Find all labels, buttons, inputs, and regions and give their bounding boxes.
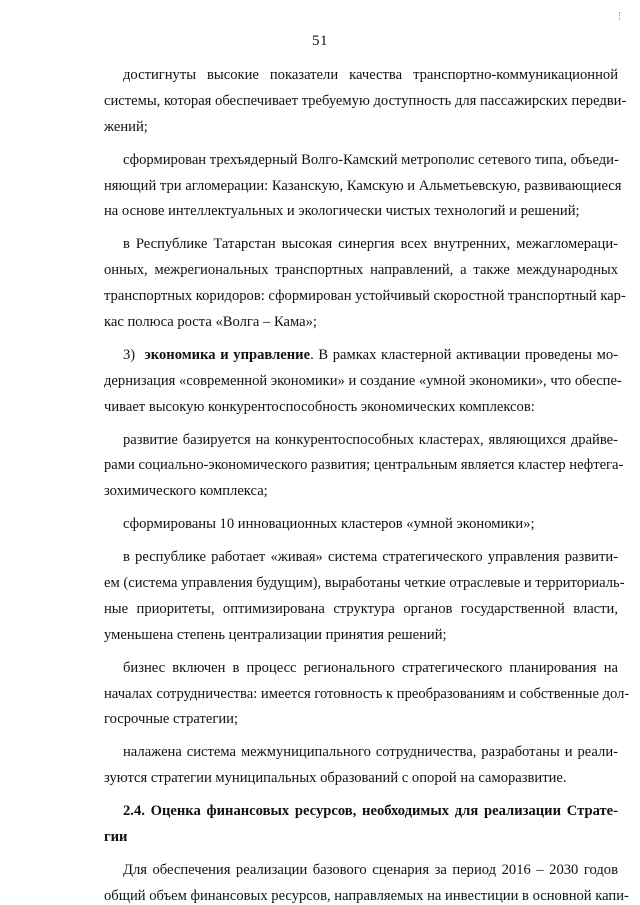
text-line: чивает высокую конкурентоспособность экономических комплексов: <box>104 398 535 415</box>
section-heading <box>104 799 618 851</box>
text-line: общий объем финансовых ресурсов, направляемых на инвестиции в основной капи- <box>104 887 629 904</box>
lead-rest: . В рамках кластерной активации проведены мо- <box>310 346 618 363</box>
text-line: рами социально-экономического развития; центральным является кластер нефтега- <box>104 457 624 474</box>
text-line: системы, которая обеспечивает требуемую доступность для пассажирских передви- <box>104 92 627 109</box>
text-line: налажена система межмуниципального сотрудничества, разработаны и реали- <box>123 744 618 761</box>
text-line: достигнуты высокие показатели качества транспортно-коммуникационной <box>123 67 618 83</box>
paragraph-transport-indicators <box>104 63 627 141</box>
text-line: жений; <box>104 118 148 135</box>
paragraph-clusters <box>104 428 624 506</box>
text-line: ем (система управления будущим), выработаны четкие отраслевые и территориаль- <box>104 575 625 592</box>
paragraph-synergy <box>104 232 626 336</box>
item-number: 3) <box>123 346 136 363</box>
text-line: кас полюса роста «Волга – Кама»; <box>104 314 317 331</box>
bold-lead: экономика и управление <box>144 346 311 363</box>
paragraph-financial-resources <box>104 858 629 905</box>
text-line: сформированы 10 инновационных кластеров «умной экономики»; <box>123 516 535 533</box>
text-line <box>104 343 618 369</box>
paragraph-municipal-cooperation <box>104 740 618 792</box>
text-line: на основе интеллектуальных и экологически чистых технологий и решений; <box>104 203 580 220</box>
page-number: 51 <box>312 33 328 49</box>
text-line: развитие базируется на конкурентоспособных кластерах, являющихся драйве- <box>123 431 618 448</box>
heading-line: гии <box>104 829 128 846</box>
text-line: уменьшена степень централизации принятия решений; <box>104 626 447 643</box>
text-line: сформирован трехъядерный Волго-Камский метрополис сетевого типа, объеди- <box>123 151 619 168</box>
page-content <box>104 63 630 905</box>
heading-line: 2.4. Оценка финансовых ресурсов, необходимых для реализации Страте- <box>123 803 618 820</box>
paragraph-innovation-clusters <box>104 512 618 538</box>
text-line: няющий три агломерации: Казанскую, Камскую и Альметьевскую, развивающиеся <box>104 177 622 194</box>
paragraph-strategic-management <box>104 545 625 649</box>
paragraph-business-planning <box>104 656 630 734</box>
text-line: ные приоритеты, оптимизирована структура органов государственной власти, <box>104 600 618 617</box>
scan-artifact <box>619 12 624 20</box>
paragraph-economy-management <box>104 343 622 421</box>
text-line: бизнес включен в процесс регионального стратегического планирования на <box>123 659 618 676</box>
text-line: зохимического комплекса; <box>104 483 268 500</box>
text-line: в республике работает «живая» система стратегического управления развити- <box>123 549 618 566</box>
text-line: госрочные стратегии; <box>104 711 239 728</box>
paragraph-metropolis <box>104 148 622 226</box>
text-line: онных, межрегиональных транспортных направлений, а также международных <box>104 262 618 279</box>
text-line: началах сотрудничества: имеется готовность к преобразованиям и собственные дол- <box>104 685 630 702</box>
text-line: транспортных коридоров: сформирован устойчивый скоростной транспортный кар- <box>104 288 626 305</box>
text-line: в Республике Татарстан высокая синергия всех внутренних, межагломераци- <box>123 236 618 253</box>
text-line: зуются стратегии муниципальных образований с опорой на саморазвитие. <box>104 770 567 787</box>
text-line: Для обеспечения реализации базового сценария за период 2016 – 2030 годов <box>123 861 618 878</box>
text-line: дернизация «современной экономики» и создание «умной экономики», что обеспе- <box>104 372 622 389</box>
